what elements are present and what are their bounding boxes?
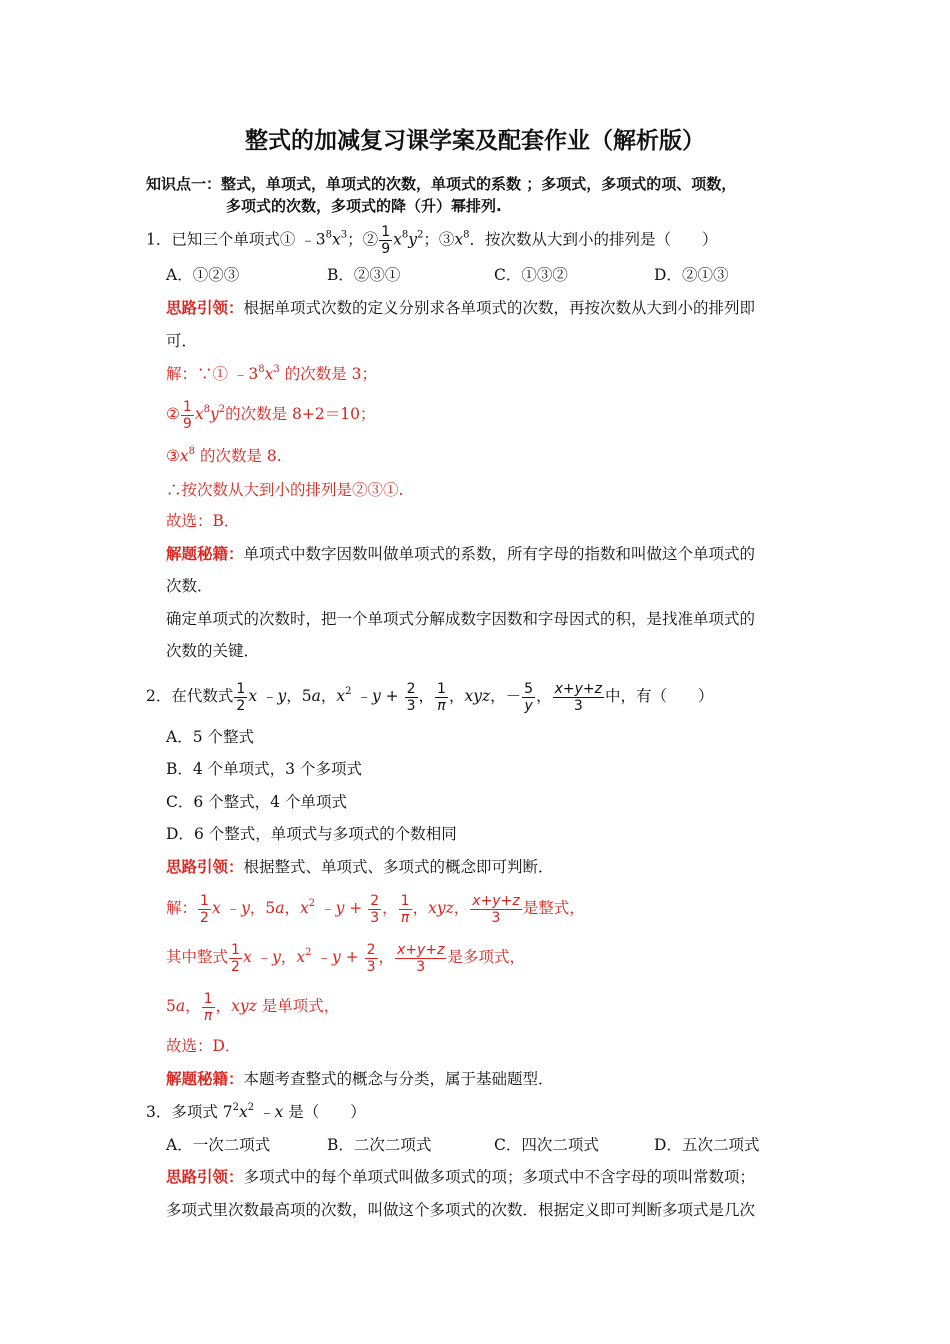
question-1-secret-4: 次数的关键． bbox=[166, 642, 260, 660]
question-3-hint-cont: 多项式里次数最高项的次数，叫做这个多项式的次数．根据定义即可判断多项式是几次 bbox=[166, 1201, 756, 1219]
question-1-answer: 故选：B． bbox=[166, 512, 240, 530]
question-1-solution-2: ② $\frac{1}{9}$ $x^8y^2$的次数是 8+2＝10； bbox=[166, 398, 376, 432]
question-1-option-d: D．②①③ bbox=[654, 266, 729, 284]
knowledge-label: 知识点一： bbox=[146, 175, 222, 193]
question-1-secret-3: 确定单项式的次数时，把一个单项式分解成数字因数和字母因式的积，是找准单项式的 bbox=[166, 610, 756, 628]
question-2-solution-2: 其中整式 $\frac{1}{2}$ x ﹣y，$x^2$ ﹣y + $\frac{2}{3}$ ， $\frac{x+y+z}{3}$ 是多项式， bbox=[166, 941, 525, 975]
question-1-solution-4: ∴按次数从大到小的排列是②③①. bbox=[166, 481, 404, 499]
question-1-option-b: B．②③① bbox=[327, 266, 401, 284]
question-2-option-c: C．6 个整式，4 个单项式 bbox=[166, 793, 347, 811]
question-1-solution-3: $③x^8$ 的次数是 8. bbox=[166, 446, 282, 465]
knowledge-line-1: 整式，单项式，单项式的次数，单项式的系数 ；多项式，多项式的项、项数， bbox=[221, 175, 737, 193]
knowledge-line-2: 多项式的次数，多项式的降（升）幂排列. bbox=[226, 197, 502, 215]
question-1-option-c: C．①③② bbox=[494, 266, 568, 284]
question-1-secret: 解题秘籍：单项式中数字因数叫做单项式的系数，所有字母的指数和叫做这个单项式的 bbox=[166, 545, 756, 563]
question-1-option-a: A．①②③ bbox=[166, 266, 240, 284]
question-2-secret: 解题秘籍：本题考查整式的概念与分类，属于基础题型． bbox=[166, 1070, 554, 1088]
page-title: 整式的加减复习课学案及配套作业（解析版） bbox=[245, 128, 705, 154]
question-3-hint: 思路引领：多项式中的每个单项式叫做多项式的项；多项式中不含字母的项叫常数项； bbox=[166, 1168, 756, 1186]
question-3-option-d: D．五次二项式 bbox=[654, 1136, 760, 1154]
question-3-option-b: B．二次二项式 bbox=[327, 1136, 432, 1154]
question-2-stem: 2．在代数式 $\frac{1}{2}$ x ﹣y，5a，$x^2$ ﹣y + $\frac{2}{3}$ ， $\frac{1}{\pi}$ ，xyz，－ $\frac{5}{y}$ ， $\frac{x+y+z}{3}$ 中，有（ ） bbox=[146, 680, 714, 714]
question-1-solution-1: 解：∵① $﹣3^8x^3$ 的次数是 3； bbox=[166, 364, 378, 383]
secret-label: 解题秘籍： bbox=[166, 545, 244, 563]
question-2-option-a: A．5 个整式 bbox=[166, 728, 254, 746]
question-2-option-b: B．4 个单项式，3 个多项式 bbox=[166, 760, 362, 778]
question-1-stem: 1．已知三个单项式① $﹣3^8x^3$；② $\frac{1}{9}$ $x^8y^2$；$③x^8$．按次数从大到小的排列是（ ） bbox=[146, 224, 718, 257]
hint-label: 思路引领： bbox=[166, 1168, 244, 1186]
question-2-option-d: D．6 个整式，单项式与多项式的个数相同 bbox=[166, 825, 457, 843]
question-1-hint-cont: 可． bbox=[166, 332, 198, 350]
secret-label: 解题秘籍： bbox=[166, 1070, 244, 1088]
question-2-solution-3: 5a， $\frac{1}{\pi}$ ，xyz 是单项式， bbox=[166, 990, 340, 1024]
hint-label: 思路引领： bbox=[166, 299, 244, 317]
question-3-option-c: C．四次二项式 bbox=[494, 1136, 599, 1154]
question-3-option-a: A．一次二项式 bbox=[166, 1136, 271, 1154]
question-1-hint: 思路引领：根据单项式次数的定义分别求各单项式的次数，再按次数从大到小的排列即 bbox=[166, 299, 756, 317]
knowledge-point bbox=[146, 174, 736, 194]
hint-label: 思路引领： bbox=[166, 858, 244, 876]
question-2-answer: 故选：D． bbox=[166, 1037, 241, 1055]
question-3-stem: 3．多项式 $7^2x^2$ ﹣x 是（ ） bbox=[146, 1102, 366, 1121]
question-2-solution-1: 解： $\frac{1}{2}$ x ﹣y，5a，$x^2$ ﹣y + $\frac{2}{3}$ ， $\frac{1}{\pi}$ ，xyz， $\frac{x+y+z}{3}$ 是整式， bbox=[166, 892, 585, 926]
question-2-hint: 思路引领：根据整式、单项式、多项式的概念即可判断． bbox=[166, 858, 554, 876]
question-1-secret-2: 次数． bbox=[166, 577, 213, 595]
